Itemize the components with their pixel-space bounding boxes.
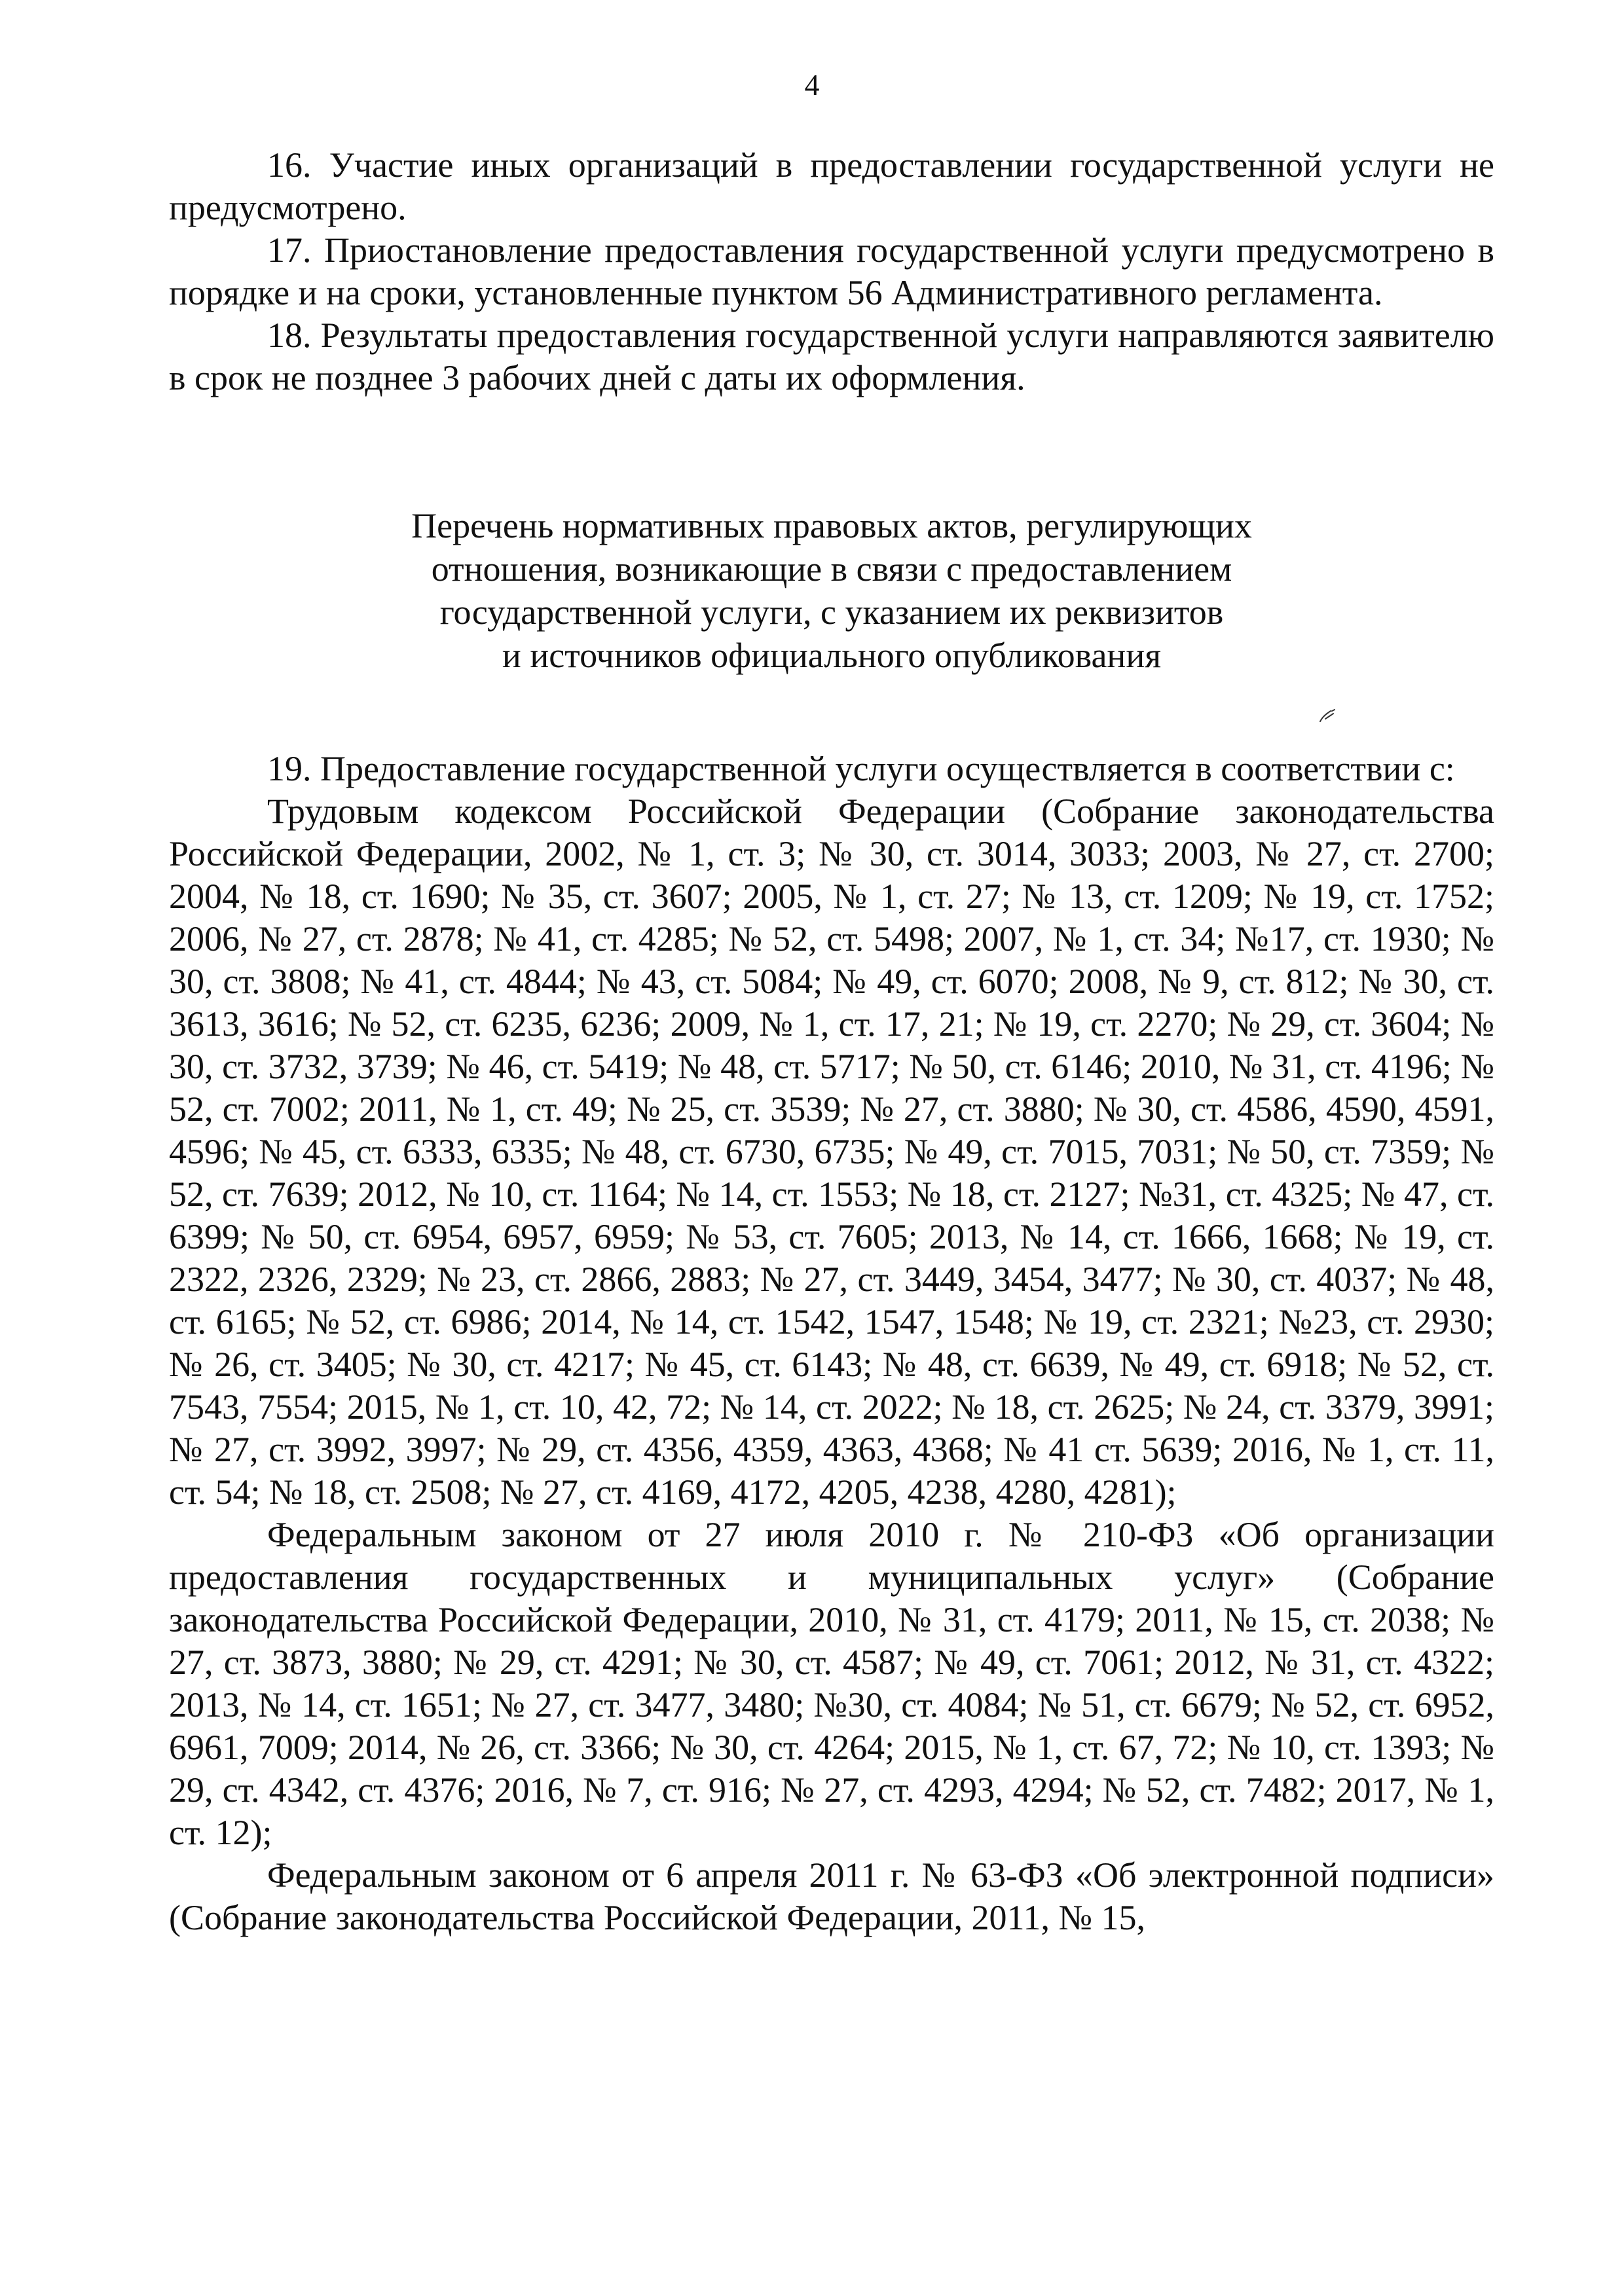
paragraph-law-63fz: Федеральным законом от 6 апреля 2011 г. № 63-ФЗ «Об электронной подписи» (Собрание законодательства Российской Федерации, 2011, № 15, <box>169 1855 1494 1937</box>
document-body <box>169 144 1494 1939</box>
heading-line: отношения, возникающие в связи с предоставлением <box>431 549 1232 589</box>
paragraph-17: 17. Приостановление предоставления государственной услуги предусмотрено в порядке и на сроки, установленные пунктом 56 Административного регламента. <box>169 230 1494 312</box>
paragraph-16: 16. Участие иных организаций в предоставлении государственной услуги не предусмотрено. <box>169 145 1494 227</box>
paragraph-law-210fz: Федеральным законом от 27 июля 2010 г. № 210-ФЗ «Об организации предоставления государственных и муниципальных услуг» (Собрание законодательства Российской Федерации, 2010, № 31, ст. 4179; 2011, № 15, ст. 2038; № 27, ст. 3873, 3880; № 29, ст. 4291; № 30, ст. 4587; № 49, ст. 7061; 2012, № 31, ст. 4322; 2013, № 14, ст. 1651; № 27, ст. 3477, 3480; №30, ст. 4084; № 51, ст. 6679; № 52, ст. 6952, 6961, 7009; 2014, № 26, ст. 3366; № 30, ст. 4264; 2015, № 1, ст. 67, 72; № 10, ст. 1393; № 29, ст. 4342, ст. 4376; 2016, № 7, ст. 916; № 27, ст. 4293, 4294; № 52, ст. 7482; 2017, № 1, ст. 12); <box>169 1515 1494 1852</box>
heading-line: Перечень нормативных правовых актов, регулирующих <box>411 506 1252 545</box>
paragraph-labor-code: Трудовым кодексом Российской Федерации (Собрание законодательства Российской Федерации, 2002, № 1, ст. 3; № 30, ст. 3014, 3033; 2003, № 27, ст. 2700; 2004, № 18, ст. 1690; № 35, ст. 3607; 2005, № 1, ст. 27; № 13, ст. 1209; № 19, ст. 1752; 2006, № 27, ст. 2878; № 41, ст. 4285; № 52, ст. 5498; 2007, № 1, ст. 34; №17, ст. 1930; № 30, ст. 3808; № 41, ст. 4844; № 43, ст. 5084; № 49, ст. 6070; 2008, № 9, ст. 812; № 30, ст. 3613, 3616; № 52, ст. 6235, 6236; 2009, № 1, ст. 17, 21; № 19, ст. 2270; № 29, ст. 3604; № 30, ст. 3732, 3739; № 46, ст. 5419; № 48, ст. 5717; № 50, ст. 6146; 2010, № 31, ст. 4196; № 52, ст. 7002; 2011, № 1, ст. 49; № 25, ст. 3539; № 27, ст. 3880; № 30, ст. 4586, 4590, 4591, 4596; № 45, ст. 6333, 6335; № 48, ст. 6730, 6735; № 49, ст. 7015, 7031; № 50, ст. 7359; № 52, ст. 7639; 2012, № 10, ст. 1164; № 14, ст. 1553; № 18, ст. 2127; №31, ст. 4325; № 47, ст. 6399; № 50, ст. 6954, 6957, 6959; № 53, ст. 7605; 2013, № 14, ст. 1666, 1668; № 19, ст. 2322, 2326, 2329; № 23, ст. 2866, 2883; № 27, ст. 3449, 3454, 3477; № 30, ст. 4037; № 48, ст. 6165; № 52, ст. 6986; 2014, № 14, ст. 1542, 1547, 1548; № 19, ст. 2321; №23, ст. 2930; № 26, ст. 3405; № 30, ст. 4217; № 45, ст. 6143; № 48, ст. 6639, № 49, ст. 6918; № 52, ст. 7543, 7554; 2015, № 1, ст. 10, 42, 72; № 14, ст. 2022; № 18, ст. 2625; № 24, ст. 3379, 3991; № 27, ст. 3992, 3997; № 29, ст. 4356, 4359, 4363, 4368; № 41 ст. 5639; 2016, № 1, ст. 11, ст. 54; № 18, ст. 2508; № 27, ст. 4169, 4172, 4205, 4238, 4280, 4281); <box>169 792 1494 1512</box>
heading-line: и источников официального опубликования <box>502 636 1162 675</box>
paragraph-19: 19. Предоставление государственной услуги осуществляется в соответствии с: <box>267 749 1455 788</box>
paragraph-18: 18. Результаты предоставления государственной услуги направляются заявителю в срок не позднее 3 рабочих дней с даты их оформления. <box>169 316 1494 397</box>
pen-mark-icon <box>1318 707 1337 727</box>
section-heading <box>169 504 1494 677</box>
page-number: 4 <box>804 68 820 101</box>
heading-line: государственной услуги, с указанием их реквизитов <box>439 592 1224 632</box>
